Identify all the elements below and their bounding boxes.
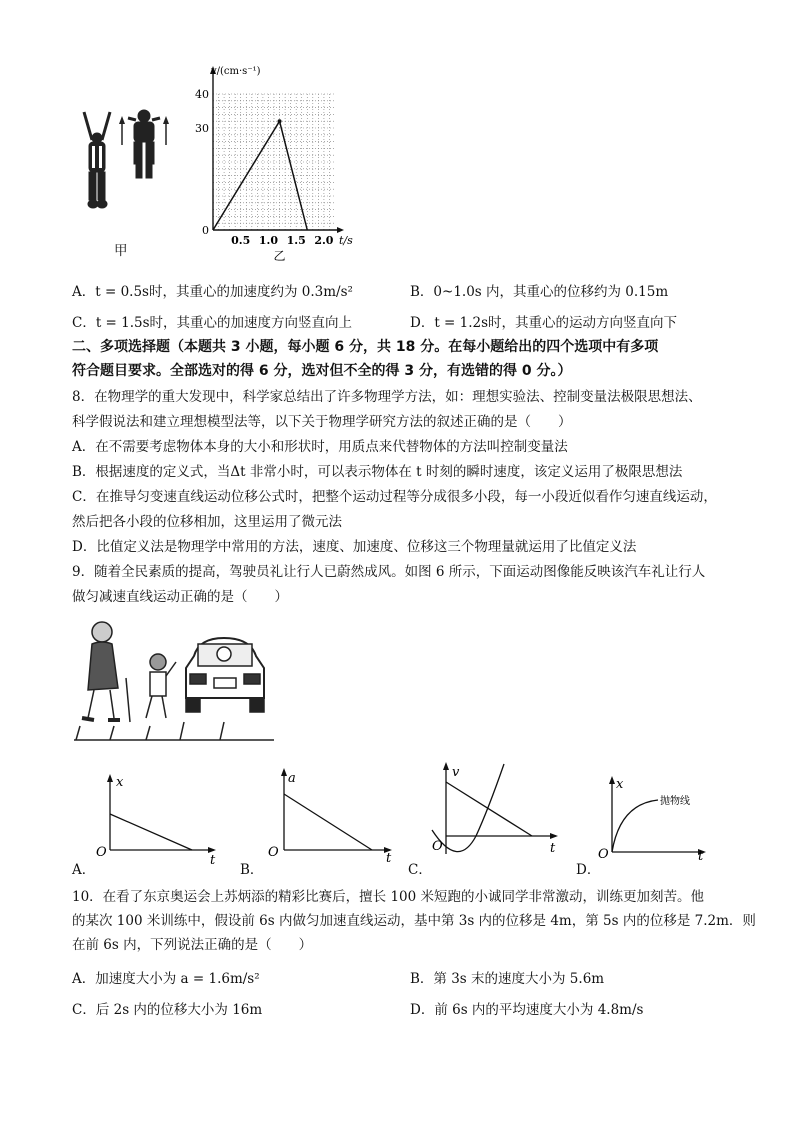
q10-stem-line1: 10．在看了东京奥运会上苏炳添的精彩比赛后，擅长 100 米短跑的小诚同学非常激动，训练更加刻苦。他: [72, 889, 705, 905]
q10-option-a: A．加速度大小为 a = 1.6m/s²: [72, 971, 260, 987]
q9-graph-d-taxis-label: t: [698, 849, 704, 864]
q8-option-a: A．在不需要考虑物体本身的大小和形状时，用质点来代替物体的方法叫控制变量法: [72, 439, 568, 455]
figure-yi-caption: 乙: [273, 249, 286, 263]
q9-graph-d-curve: [612, 800, 658, 852]
q10-option-b: B．第 3s 末的速度大小为 5.6m: [410, 971, 605, 987]
series-peak-point: [278, 119, 282, 123]
q8-stem-line2: 科学假说法和建立理想模型法等，以下关于物理学研究方法的叙述正确的是（ ）: [72, 414, 572, 430]
q9-graph-d: [598, 774, 728, 864]
q7-option-b: B．0~1.0s 内，其重心的位移约为 0.15m: [410, 284, 669, 300]
y-tick-label: 40: [195, 88, 209, 101]
q9-graph-c-taxis-label: t: [550, 841, 556, 856]
q9-graph-d-origin: O: [598, 847, 609, 862]
q7-option-c: C．t = 1.5s时，其重心的加速度方向竖直向上: [72, 315, 353, 331]
crosswalk-illustration: [74, 618, 274, 743]
y-tick-label: 0: [202, 224, 209, 237]
x-tick-label: 2.0: [314, 234, 334, 247]
section2-heading-line2: 符合题目要求。全部选对的得 6 分，选对但不全的得 3 分，有选错的得 0 分。）: [72, 363, 572, 379]
q10-stem-line3: 在前 6s 内，下列说法正确的是（ ）: [72, 937, 313, 953]
q9-graph-c-letter: C．: [408, 862, 432, 878]
q9-graph-a-origin: O: [96, 845, 107, 860]
q8-option-c-line2: 然后把各小段的位移相加，这里运用了微元法: [72, 514, 342, 530]
velocity-time-chart: [195, 62, 353, 272]
x-axis-label: t/s: [339, 234, 353, 247]
q9-stem-line2: 做匀减速直线运动正确的是（ ）: [72, 589, 288, 605]
q10-option-c: C．后 2s 内的位移大小为 16m: [72, 1002, 263, 1018]
section2-heading-line1: 二、多项选择题（本题共 3 小题，每小题 6 分，共 18 分。在每小题给出的四个选项中有多项: [72, 339, 659, 355]
q9-graph-b-line: [284, 794, 372, 850]
q9-graph-c-line: [446, 782, 532, 836]
x-tick-label: 0.5: [231, 234, 251, 247]
x-axis-arrow: [337, 227, 344, 233]
q9-stem-line1: 9．随着全民素质的提高，驾驶员礼让行人已蔚然成风。如图 6 所示，下面运动图像能反映该汽车礼让行人: [72, 564, 706, 580]
q9-graph-c-curve: [432, 764, 504, 852]
q9-graph-b-taxis-label: t: [386, 851, 392, 866]
y-tick-label: 30: [195, 122, 209, 135]
x-tick-label: 1.0: [258, 234, 279, 247]
q9-graph-a-taxis-label: t: [210, 853, 216, 868]
q9-graph-b-origin: O: [268, 845, 279, 860]
q9-graph-b: [262, 766, 397, 866]
q9-graph-b-yaxis-label: a: [288, 771, 296, 786]
q9-graph-a-yaxis-label: x: [116, 775, 124, 790]
q9-graph-c: [428, 760, 563, 860]
q9-graph-a: [88, 772, 218, 868]
q10-option-d: D．前 6s 内的平均速度大小为 4.8m/s: [410, 1002, 644, 1018]
q9-graph-c-yaxis-label: v: [452, 765, 460, 780]
q8-option-b: B．根据速度的定义式，当Δt 非常小时，可以表示物体在 t 时刻的瞬时速度，该定义运用了极限思想法: [72, 464, 683, 480]
q10-stem-line2: 的某次 100 米训练中，假设前 6s 内做匀加速直线运动，基中第 3s 内的位移是 4m，第 5s 内的位移是 7.2m．则: [72, 913, 756, 929]
q9-graph-c-origin: O: [432, 839, 443, 854]
q7-option-d: D．t = 1.2s时，其重心的运动方向竖直向下: [410, 315, 678, 331]
jumping-person-figure: [70, 100, 180, 220]
x-tick-label: 1.5: [286, 234, 306, 247]
q9-graph-b-letter: B．: [240, 862, 264, 878]
figure-jia-caption: 甲: [114, 243, 128, 259]
q8-stem-line1: 8．在物理学的重大发现中，科学家总结出了许多物理学方法，如：理想实验法、控制变量法极限思想法、: [72, 389, 702, 405]
q9-graph-d-yaxis-label: x: [616, 777, 624, 792]
q9-graph-a-letter: A．: [72, 862, 96, 878]
q7-option-a: A．t = 0.5s时，其重心的加速度约为 0.3m/s²: [72, 284, 353, 300]
q9-graph-d-letter: D．: [576, 862, 601, 878]
q9-graph-d-note: 抛物线: [660, 796, 690, 807]
q9-graph-a-line: [110, 814, 192, 850]
y-axis-label: v/(cm·s⁻¹): [211, 66, 261, 77]
q8-option-c-line1: C．在推导匀变速直线运动位移公式时，把整个运动过程等分成很多小段，每一小段近似看作匀速直线运动，: [72, 489, 717, 505]
q8-option-d: D．比值定义法是物理学中常用的方法，速度、加速度、位移这三个物理量就运用了比值定义法: [72, 539, 637, 555]
